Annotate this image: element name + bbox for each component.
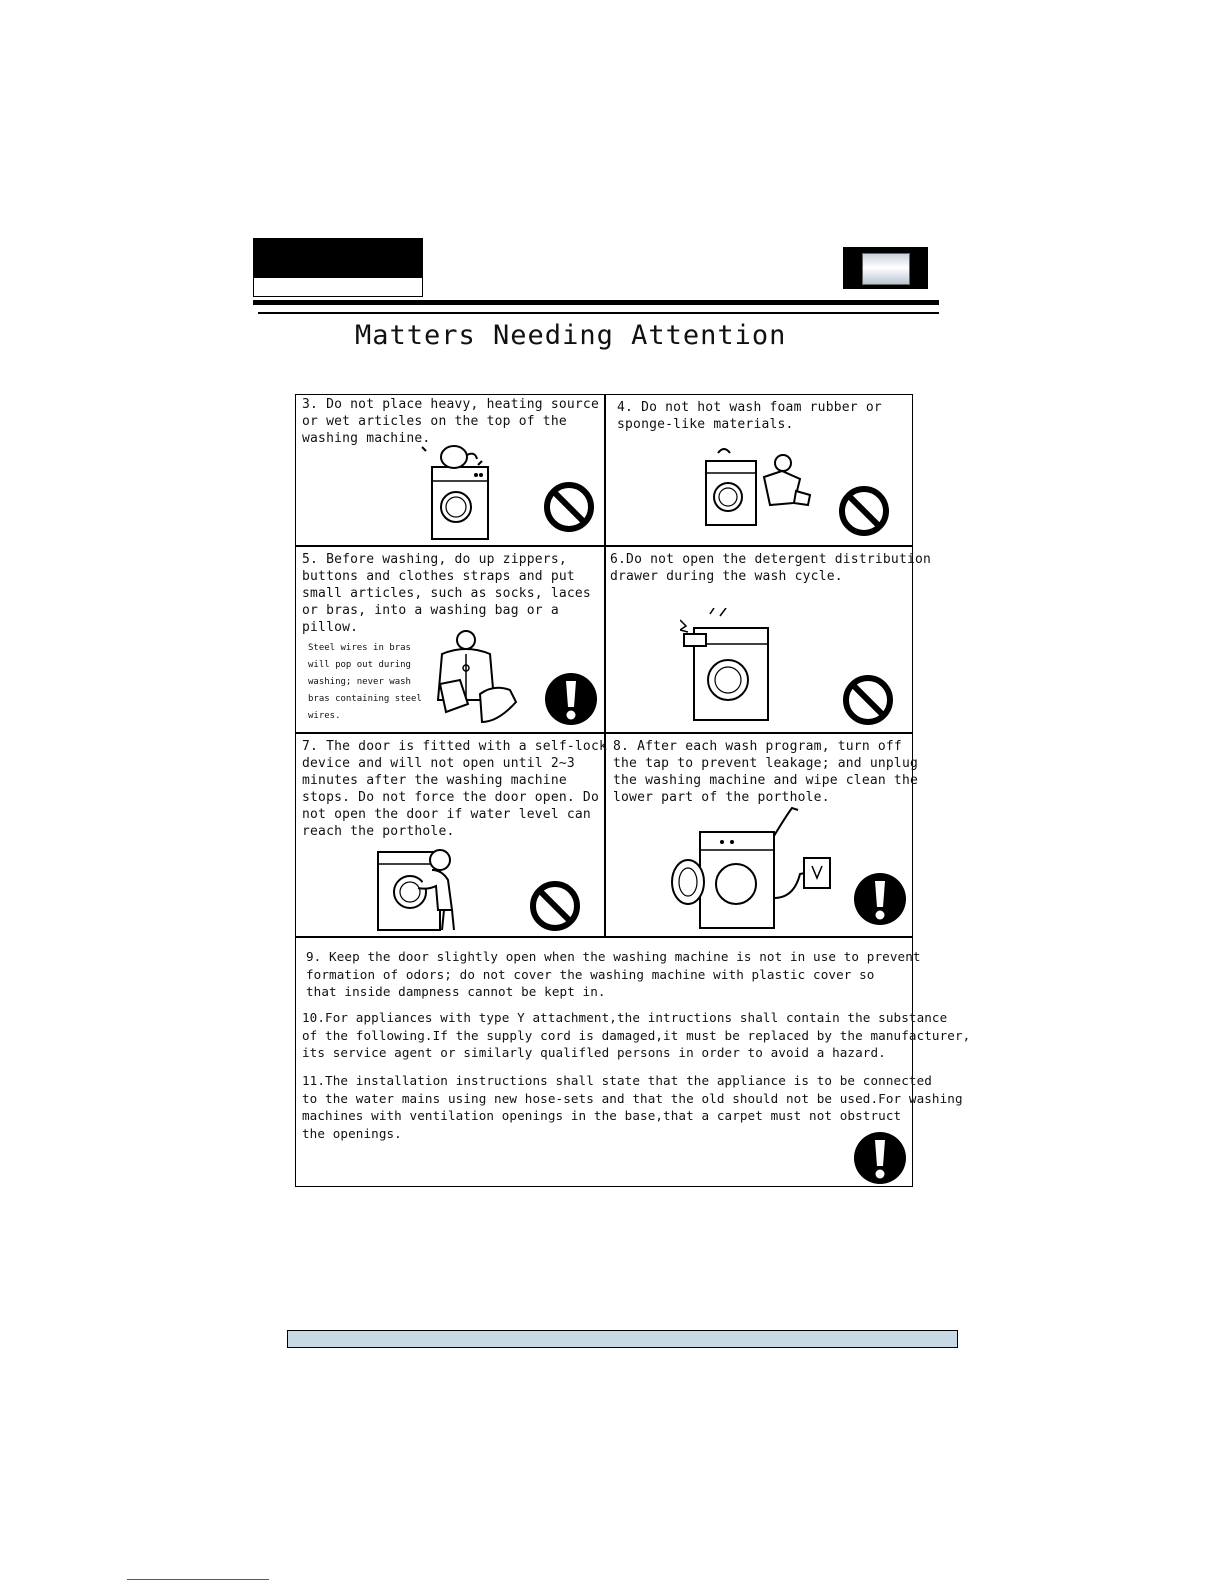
header-badge: [843, 247, 928, 289]
page-title: Matters Needing Attention: [355, 320, 787, 351]
washer-drawer-open-illustration: [680, 608, 780, 724]
header-rule-thin: [258, 312, 939, 314]
item-8-text: 8. After each wash program, turn off the tap to prevent leakage; and unplug the washing machine and wipe clean the lower part of the porthole.: [613, 739, 919, 805]
header-rule-thick: [253, 300, 939, 305]
item-5-text: 5. Before washing, do up zippers, buttons and clothes straps and put small articles, such as socks, laces or bras, into a washing bag or a pillow.: [302, 552, 591, 635]
footer-link-underline: [127, 1579, 269, 1580]
exclamation-icon: [544, 672, 598, 726]
exclamation-icon: [853, 1131, 907, 1185]
prohibition-icon: [542, 480, 596, 534]
washer-with-kettle-illustration: [418, 443, 496, 543]
item-11-text: 11.The installation instructions shall state that the appliance is to be connected to the water mains using new hose-sets and that the old should not be used.For washing machines with ventilation openings in the base,that a carpet must not obstruct the openings.: [302, 1073, 963, 1141]
footer-bar: [287, 1330, 958, 1348]
header-badge-inner: [862, 253, 910, 285]
prohibition-icon: [837, 484, 891, 538]
item-7-text: 7. The door is fitted with a self-lock device and will not open until 2~3 minutes after the washing machine stops. Do not force the door open. Do not open the door if water level can reach the porthole.: [302, 739, 608, 839]
prohibition-icon: [841, 673, 895, 727]
header-tab-light: [253, 278, 423, 297]
exclamation-icon: [853, 872, 907, 926]
item-10-text: 10.For appliances with type Y attachment,the intructions shall contain the substance of the following.If the supply cord is damaged,it must be replaced by the manufacturer, its service agent or similarly qualifled persons in order to avoid a hazard.: [302, 1010, 971, 1060]
prohibition-icon: [528, 879, 582, 933]
washer-with-sponge-illustration: [698, 441, 818, 529]
item-6-text: 6.Do not open the detergent distribution drawer during the wash cycle.: [610, 552, 932, 584]
washer-unplug-tap-illustration: [670, 806, 840, 932]
divider-row-1: [295, 545, 913, 547]
header-tab-dark: [253, 238, 423, 278]
divider-row-3: [295, 936, 913, 938]
person-opening-door-illustration: [374, 838, 474, 932]
item-5-note: Steel wires in bras will pop out during washing; never wash bras containing steel wires.: [308, 643, 422, 721]
item-3-text: 3. Do not place heavy, heating source or wet articles on the top of the washing machine.: [302, 397, 599, 446]
item-4-text: 4. Do not hot wash foam rubber or sponge-like materials.: [617, 400, 882, 432]
item-9-text: 9. Keep the door slightly open when the washing machine is not in use to prevent formation of odors; do not cover the washing machine with plastic cover so that inside dampness cannot be kept in.: [306, 949, 921, 999]
clothes-and-bag-illustration: [434, 628, 529, 728]
divider-vertical: [604, 394, 606, 936]
divider-row-2: [295, 732, 913, 734]
